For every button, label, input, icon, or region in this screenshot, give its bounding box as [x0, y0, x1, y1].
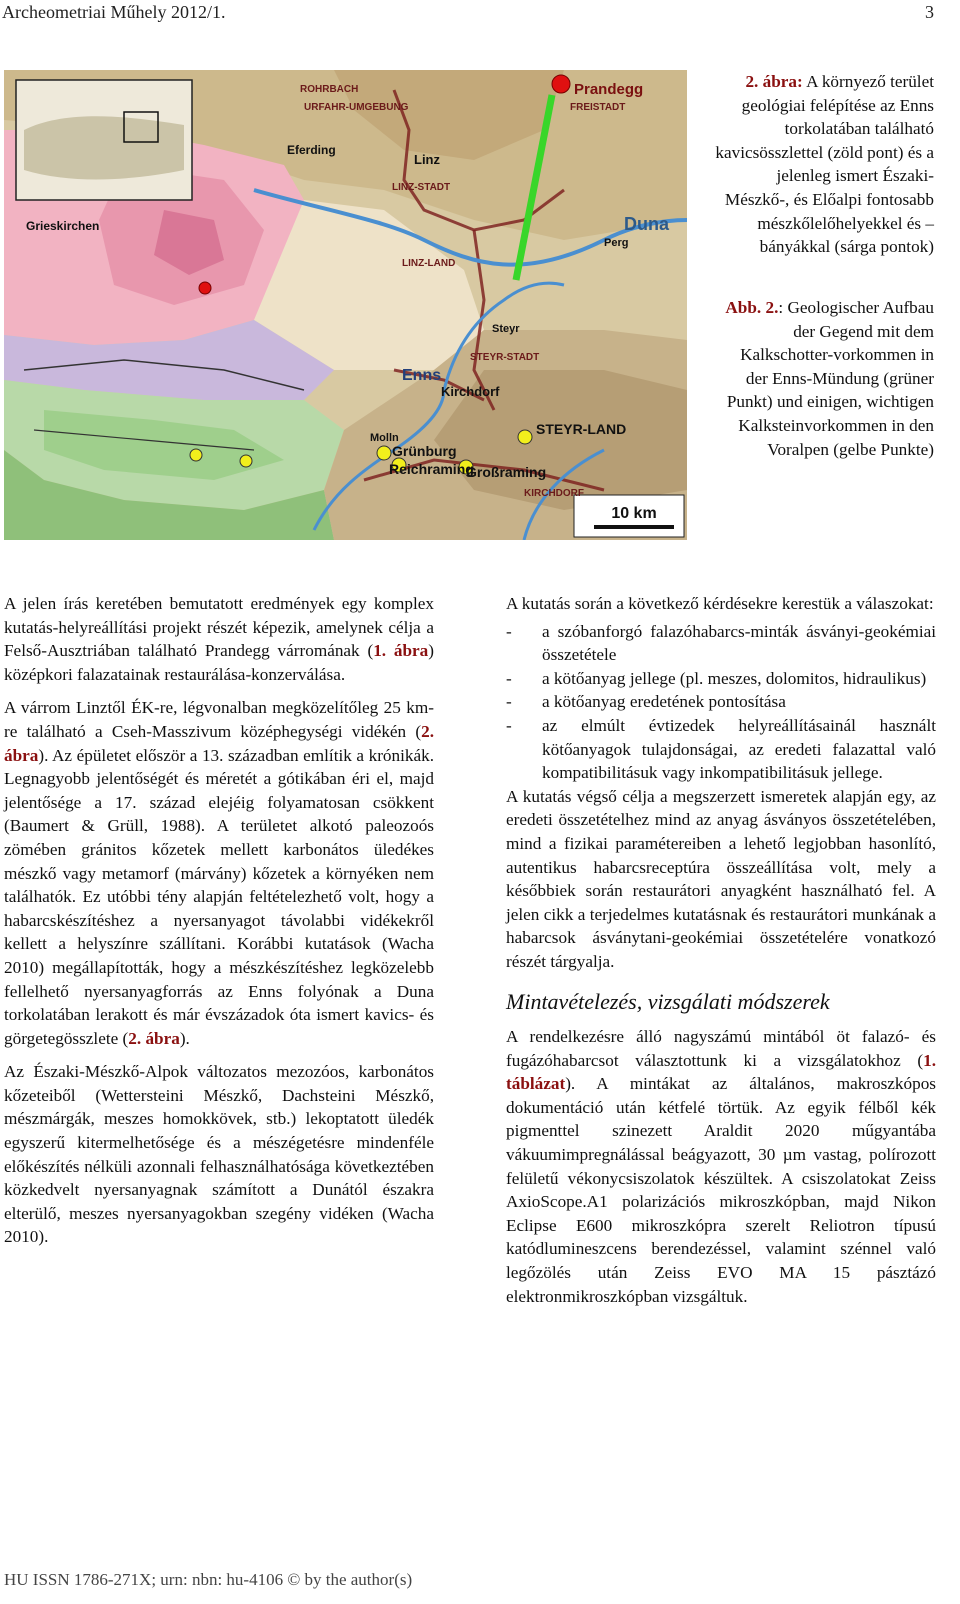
svg-text:Kirchdorf: Kirchdorf: [441, 384, 500, 399]
caption-text: A környező terület geológiai felépítése az Enns torkolatában található kavicsösszlettel (zöld pont) és a jelenleg ismert Északi-Mészkő-, és Előalpi fontosabb mészkőlelőhelyekkel és – bányákkal (sárga pontok): [715, 72, 934, 257]
scale-bar-label: 10 km: [611, 505, 657, 522]
svg-text:Eferding: Eferding: [287, 143, 336, 157]
page-number: 3: [925, 2, 934, 22]
svg-text:Duna: Duna: [624, 214, 669, 234]
paragraph: A kutatás során a következő kérdésekre kerestük a válaszokat:: [506, 594, 934, 613]
paragraph: A várrom Linztől ÉK-re, légvonalban megközelítőleg 25 km-re található a Cseh-Masszivum középhegységi vidékén (2. ábra). Az épületet először a 13. században említik a krónikák. Legnagyobb jelentőségét és méretét a gótikában éri el, majd jelentősége a 17. század elejéig folyamatosan csökkent (Baumert & Grüll, 1988). A területet alkotó paleozoós zömében gránitos kőzetek mellett karbonátos üledékes mészkő vagy metamorf (márvány) kőzetek a környéken nem találhatók. Ez utóbbi tény alapján feltételezhető volt, hogy a habarcskészítéshez a nyersanyagot távolabbi vidékekről kellett a helyszínre szállítani. Korábbi kutatások (Wacha 2010) megállapították, hogy a mészkészítéshez legközelebb fellelhető nyersanyagforrás az Enns folyónak a Duna torkolatában lerakott és már évszázadok óta ismert kavics- és görgetegösszlete (2. ábra).: [4, 698, 434, 1048]
svg-text:LINZ-LAND: LINZ-LAND: [402, 258, 456, 269]
figure-caption-german: [714, 296, 934, 461]
right-column: [506, 592, 936, 1318]
svg-text:Grünburg: Grünburg: [392, 443, 457, 459]
paragraph: A kutatás végső célja a megszerzett ismeretek alapján egy, az eredeti összetételhez mind az anyag ásványos összetételében, mind a fizikai paramétereiben a lehető legjobban hasonlító, autentikus habarcsreceptúra összeállítása volt, mely a későbbiek során restaurátori anyagként használható fel. A jelen cikk a terjedelmes kutatásnak és restaurátori munkának a habarcsok ásványtani-geokémiai összetételére vonatkozó részét tárgyalja.: [506, 786, 936, 971]
svg-text:Perg: Perg: [604, 237, 629, 249]
svg-text:STEYR-LAND: STEYR-LAND: [536, 421, 627, 437]
svg-text:KIRCHDORF: KIRCHDORF: [524, 488, 584, 499]
caption-text: : Geologischer Aufbau der Gegend mit dem Kalkschotter-vorkommen in der Enns-Mündung (grüner Punkt) und einigen, wichtigen Kalksteinvorkommen in den Voralpen (gelbe Punkte): [726, 298, 934, 459]
paragraph: Az Északi-Mészkő-Alpok változatos mezozóos, karbonátos kőzeteiből (Wettersteini Mészkő, Dachsteini Mészkő, mészmárgák, meszes homokkövek, stb.) lekoptatott üledék egyszerű kitermelhetősége és a mészégetésre mindenféle előkészítés nélküli azonnali felhasználhatósága következtében közkedvelt nyersanyagnak számított a Dunától északra elterülő, meszes nyersanyagokban szegény vidéken (Wacha 2010).: [4, 1062, 434, 1247]
section-heading: Mintavételezés, vizsgálati módszerek: [506, 988, 830, 1014]
list-item: - a kötőanyag jellege (pl. meszes, dolomitos, hidraulikus): [506, 668, 927, 688]
svg-text:LINZ-STADT: LINZ-STADT: [392, 182, 451, 193]
list-item: - a kötőanyag eredetének pontosítása: [506, 692, 786, 712]
svg-text:Linz: Linz: [414, 152, 440, 167]
figure-link[interactable]: 2. ábra: [128, 1028, 180, 1048]
figure-link[interactable]: 2. ábra: [4, 721, 434, 765]
list-item: - az elmúlt évtizedek helyreállításainál használt kötőanyagok tulajdonságai, az eredeti falazattal való kompatibilitásuk vagy inkompatibilitásuk jellege.: [506, 715, 936, 783]
table-link[interactable]: 1. táblázat: [506, 1050, 936, 1094]
figure-ref: Abb. 2.: [725, 298, 779, 317]
svg-text:Steyr: Steyr: [492, 323, 520, 335]
list-item: - a szóbanforgó falazóhabarcs-minták ásványi-geokémiai összetétele: [506, 621, 936, 665]
svg-text:ROHRBACH: ROHRBACH: [300, 84, 359, 95]
question-list: [506, 620, 936, 785]
figure-caption-hungarian: [714, 70, 934, 259]
left-column: [4, 592, 434, 1259]
svg-text:FREISTADT: FREISTADT: [570, 102, 626, 113]
svg-text:URFAHR-UMGEBUNG: URFAHR-UMGEBUNG: [304, 102, 409, 113]
footer-issn: HU ISSN 1786-271X; urn: nbn: hu-4106 © by the author(s): [4, 1570, 413, 1589]
paragraph: A jelen írás keretében bemutatott eredmények egy komplex kutatás-helyreállítási projekt részét képezik, amelynek célja a Felső-Ausztriában található Prandegg várromának (1. ábra) középkori falazatainak restaurálása-konzerválása.: [4, 594, 435, 684]
paragraph: A rendelkezésre álló nagyszámú mintából öt falazó- és fugázóhabarcsot választottunk ki a vizsgálatokhoz (1. táblázat). A mintákat az általános, makroszkópos dokumentáció után kétfelé törtük. Az egyik félből kék pigmenttel szinezett Araldit 2020 műgyantába vákuumimpregnálással beágyazott, 30 µm vastag, polírozott felületű vékonycsiszolatok készültek. A csiszolatokat Zeiss AxioScope.A1 polarizációs mikroszkópban, majd Nikon Eclipse E600 mikroszkópra szerelt Reliotron típusú katódlumineszcens berendezéssel, valamint szénnel való legőzölés után Zeiss EVO MA 15 pásztázó elektronmikroszkópban vizsgáltuk.: [506, 1027, 936, 1306]
geological-map: [4, 70, 687, 540]
svg-text:Enns: Enns: [402, 367, 442, 384]
figure-link[interactable]: 1. ábra: [373, 641, 429, 661]
figure-ref: 2. ábra:: [745, 72, 803, 91]
svg-text:Molln: Molln: [370, 432, 399, 444]
svg-text:Großraming: Großraming: [466, 464, 547, 480]
journal-header: Archeometriai Műhely 2012/1.: [2, 2, 226, 22]
svg-text:Grieskirchen: Grieskirchen: [26, 219, 100, 233]
svg-text:Prandegg: Prandegg: [574, 81, 644, 98]
svg-text:Reichraming: Reichraming: [389, 461, 474, 477]
svg-text:STEYR-STADT: STEYR-STADT: [470, 352, 540, 363]
